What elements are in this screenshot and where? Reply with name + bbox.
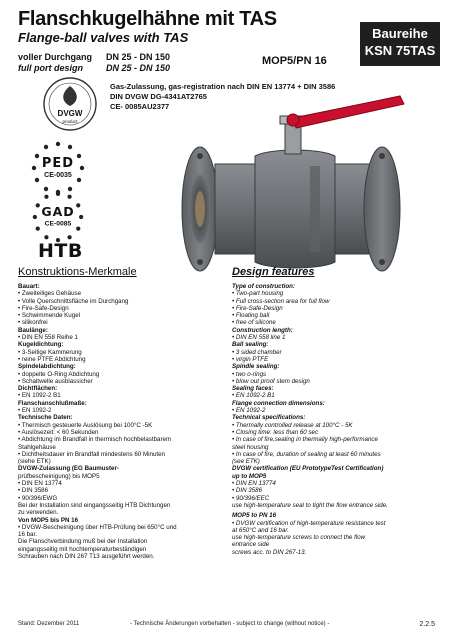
gad-logo-icon xyxy=(30,190,86,244)
feature-line: 16 bar. xyxy=(18,531,37,539)
series-label: Baureihe xyxy=(372,26,428,41)
feature-line: DVGW-Zulassung (EG Baumuster- xyxy=(18,465,119,473)
feature-line: screws acc. to DIN 267-13. xyxy=(232,548,307,556)
size-label-de: voller Durchgang xyxy=(18,52,93,62)
feature-line: Bauart: xyxy=(18,283,40,290)
feature-line: • blow out proof stem design xyxy=(232,377,310,385)
feature-line: at 650°C and 16 bar. xyxy=(232,526,289,534)
footer-note: - Technische Änderungen vorbehalten - subject to change (without notice) - xyxy=(130,621,330,627)
feature-line: MOP5 to PN 16 xyxy=(232,512,277,520)
page-title-en: Flange-ball valves with TAS xyxy=(18,30,189,45)
feature-line: • Thermisch gesteuerte Auslösung bei 100°C -5K xyxy=(18,421,153,429)
feature-line: • Volle Querschnittsfläche im Durchgang xyxy=(18,297,129,305)
feature-line: • DIN EN 13774 xyxy=(18,480,62,488)
feature-line: • Zweiteiliges Gehäuse xyxy=(18,290,82,298)
cert-line-1: Gas-Zulassung, gas-registration nach DIN EN 13774 + DIN 3586 xyxy=(110,82,336,91)
series-badge xyxy=(360,22,440,66)
feature-line: • Schwimmende Kugel xyxy=(18,312,81,320)
feature-line: Construction length: xyxy=(232,326,293,334)
feature-line: • Auslösezeit: < 60 Sekunden xyxy=(18,428,99,436)
cert-line-3: CE- 0085AU2377 xyxy=(110,102,170,111)
feature-line: • doppelte O-Ring Abdichtung xyxy=(18,370,100,378)
size-row-de xyxy=(18,52,171,62)
feature-line: Technical specifications: xyxy=(232,414,306,422)
features-en-heading: Design features xyxy=(232,266,315,278)
feature-line: • Thermally controlled release at 100°C - 5K xyxy=(232,421,353,429)
feature-line: • Two-part housing xyxy=(232,290,284,298)
feature-line: • 3-Seitige Kammerung xyxy=(18,348,82,356)
feature-line: Die Flanschverbindung muß bei der Installation xyxy=(18,538,148,546)
feature-line: • DIN EN 558 line 1 xyxy=(232,334,286,342)
htb-logo: HTB xyxy=(38,240,83,262)
feature-line: • 90/396/EEC xyxy=(232,494,270,502)
feature-line: • DIN 3586 xyxy=(18,487,49,495)
feature-line: • reine PTFE Abdichtung xyxy=(18,355,86,363)
feature-line: use high-temperature screws to connect the flow xyxy=(232,534,366,542)
feature-line: • Full cross-section area for full flow xyxy=(232,297,330,305)
dvgw-logo-icon xyxy=(42,76,98,132)
feature-line: • 90/396/EWG xyxy=(18,494,58,502)
feature-line: • Fire-Safe-Design xyxy=(232,304,283,312)
features-de-list xyxy=(18,283,214,560)
feature-line: • two o-rings xyxy=(232,370,267,378)
feature-line: DVGW certification (EU PrototypeTest Certification) xyxy=(232,465,384,473)
dvgw-logo-text: DVGW xyxy=(57,109,83,118)
feature-line: Dichtflächen: xyxy=(18,385,58,393)
size-row-en xyxy=(18,63,171,73)
feature-line: • silikonfrei xyxy=(18,319,48,327)
feature-line: • Floating ball xyxy=(232,312,270,320)
feature-line: • Schaltwelle ausblassicher xyxy=(18,377,93,385)
feature-line: • Abdichtung im Brandfall in thermisch hochbelastbarem xyxy=(18,436,172,444)
feature-line: • EN 1092-2 B1 xyxy=(232,392,275,400)
features-de-heading: Konstruktions-Merkmale xyxy=(18,266,137,278)
feature-line: • Fire-Safe-Design xyxy=(18,304,69,312)
page-number: 2.2.5 xyxy=(419,621,435,628)
feature-line: • In case of fire, duration of sealing at least 60 minutes xyxy=(232,450,381,458)
feature-line: • DIN EN 558 Reihe 1 xyxy=(18,334,78,342)
size-label-en: full port design xyxy=(18,63,83,73)
feature-line: Schrauben nach DIN 267 T13 ausgeführt werden. xyxy=(18,552,155,560)
gad-logo-num: CE-0085 xyxy=(44,220,72,228)
ball-valve-illustration xyxy=(160,94,420,274)
gad-logo-text: GAD xyxy=(41,204,75,220)
feature-line: use high-temperature seal to tight the flow entrance side. xyxy=(232,501,388,509)
feature-line: • Dichtheitsdauer im Brandfall mindestens 60 Minuten xyxy=(18,450,165,458)
feature-line: (siehe ETK) xyxy=(18,458,51,466)
feature-line: Stahlgehäuse xyxy=(18,443,56,451)
feature-line: • EN 1092-2 xyxy=(18,407,52,415)
features-en-column xyxy=(232,266,428,556)
feature-line: Bei der Installation sind eingangsseitig HTB Dichtungen xyxy=(18,501,171,509)
feature-line: Flange connection dimensions: xyxy=(232,399,325,407)
feature-line: up to MOP5 xyxy=(232,472,267,480)
feature-line: (see ETK) xyxy=(232,458,260,466)
feature-line: Von MOP5 bis PN 16 xyxy=(18,516,79,524)
dvgw-logo-sub: product xyxy=(62,119,78,124)
feature-line: • 3 sided chamber xyxy=(232,348,282,356)
feature-line: • DVGW certification of high-temperature resistance test xyxy=(232,519,386,527)
series-code: KSN 75TAS xyxy=(364,43,436,58)
feature-line: steel housing xyxy=(232,443,269,451)
feature-line: • DIN EN 13774 xyxy=(232,480,276,488)
feature-line: prüfbescheinigung) bis MOP5 xyxy=(18,472,100,480)
size-range-en: DN 25 - DN 150 xyxy=(106,63,171,73)
feature-line: Baulänge: xyxy=(18,326,48,334)
feature-line: • In case of fire,sealing in thermally high-performance xyxy=(232,436,378,444)
ped-logo-text: PED xyxy=(41,156,75,171)
ped-logo-icon xyxy=(30,140,86,196)
feature-line: • virgin PTFE xyxy=(232,355,269,363)
feature-line: Spindle sealing: xyxy=(232,363,280,371)
feature-line: • free of silicone xyxy=(232,319,276,327)
feature-line: entrance side xyxy=(232,541,270,549)
footer-date: Stand: Dezember 2011 xyxy=(18,621,80,627)
feature-line: • EN 1092-2 xyxy=(232,407,266,415)
feature-line: zu verwenden. xyxy=(18,509,59,517)
cert-line-2: DIN DVGW DG-4341AT2765 xyxy=(110,92,207,101)
feature-line: Type of construction: xyxy=(232,283,296,290)
features-de-column xyxy=(18,266,214,560)
feature-line: Ball sealing: xyxy=(232,341,269,349)
feature-line: • EN 1092-2 B1 xyxy=(18,392,61,400)
feature-line: Technische Daten: xyxy=(18,414,73,422)
pressure-rating: MOP5/PN 16 xyxy=(262,55,327,67)
feature-line: • DIN 3586 xyxy=(232,487,263,495)
feature-line: Sealing faces: xyxy=(232,385,274,393)
ped-logo-num: CE-0035 xyxy=(44,172,72,179)
page-title-de: Flanschkugelhähne mit TAS xyxy=(18,8,277,30)
feature-line: • DVGW-Bescheinigung über HTB-Prüfung bei 650°C und xyxy=(18,523,177,531)
feature-line: Kugeldichtung: xyxy=(18,341,64,349)
feature-line: Spindelabdichtung: xyxy=(18,363,76,371)
features-en-list xyxy=(232,283,428,556)
size-range-de: DN 25 - DN 150 xyxy=(106,52,171,62)
feature-line: • Closing time: less than 60 sec xyxy=(232,428,319,436)
feature-line: Flanschanschlußmaße: xyxy=(18,399,87,407)
feature-line: eingangsseitig mit hochtemperaturbeständigen xyxy=(18,545,147,553)
